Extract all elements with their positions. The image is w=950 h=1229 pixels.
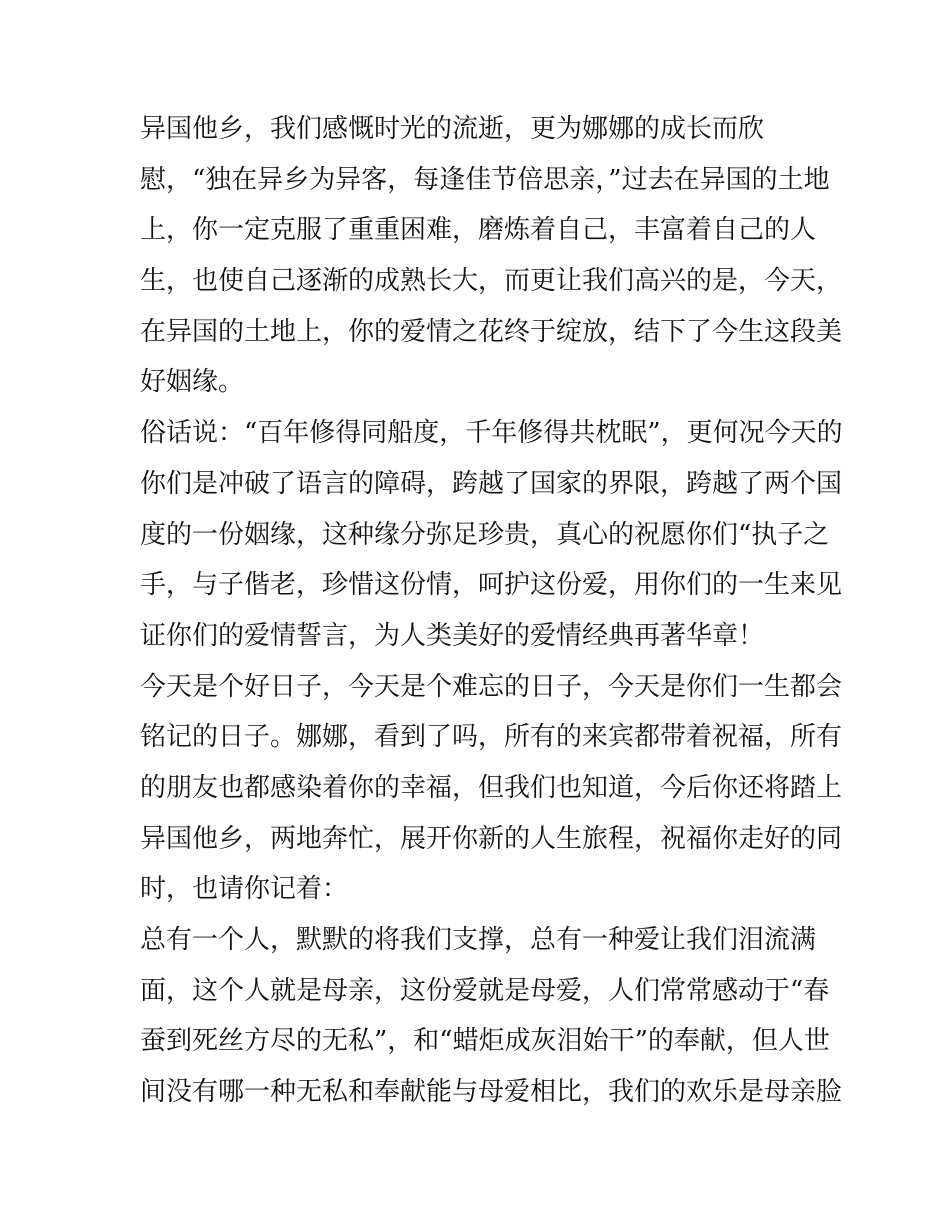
text-line: 今天是个好日子，今天是个难忘的日子，今天是你们一生都会 xyxy=(140,671,843,702)
text-line: 上，你一定克服了重重困难，磨炼着自己，丰富着自己的人 xyxy=(140,215,817,246)
text-line: 间没有哪一种无私和奉献能与母爱相比，我们的欢乐是母亲脸 xyxy=(140,1077,843,1108)
text-line: 的朋友也都感染着你的幸福，但我们也知道，今后你还将踏上 xyxy=(140,772,843,803)
text-line: 度的一份姻缘，这种缘分弥足珍贵，真心的祝愿你们“执子之 xyxy=(140,519,830,550)
text-line: 生，也使自己逐渐的成熟长大，而更让我们高兴的是，今天， xyxy=(140,266,843,297)
text-line: 你们是冲破了语言的障碍，跨越了国家的界限，跨越了两个国 xyxy=(140,468,843,499)
text-line: 异国他乡，我们感慨时光的流逝，更为娜娜的成长而欣 xyxy=(140,114,765,144)
text-line: 面，这个人就是母亲，这份爱就是母爱，人们常常感动于“春 xyxy=(140,975,830,1006)
document-body xyxy=(140,104,843,1118)
text-line: 好姻缘。 xyxy=(140,367,245,398)
text-line: 异国他乡，两地奔忙，展开你新的人生旅程，祝福你走好的同 xyxy=(140,823,843,854)
text-line: 在异国的土地上，你的爱情之花终于绽放，结下了今生这段美 xyxy=(140,316,843,347)
text-line: 俗话说：“百年修得同船度，千年修得共枕眠”，更何况今天的 xyxy=(140,418,843,449)
text-line: 蚕到死丝方尽的无私”，和“蜡炬成灰泪始干”的奉献，但人世 xyxy=(140,1026,830,1057)
text-line: 时，也请你记着： xyxy=(140,874,349,905)
text-line: 铭记的日子。娜娜，看到了吗，所有的来宾都带着祝福，所有 xyxy=(140,722,843,753)
text-line: 证你们的爱情誓言，为人类美好的爱情经典再著华章！ xyxy=(140,620,765,651)
text-line: 总有一个人，默默的将我们支撑，总有一种爱让我们泪流满 xyxy=(140,925,817,955)
text-line: 慰，“独在异乡为异客，每逢佳节倍思亲，”过去在异国的土地 xyxy=(140,164,830,195)
text-line: 手，与子偕老，珍惜这份情，呵护这份爱，用你们的一生来见 xyxy=(140,570,843,601)
